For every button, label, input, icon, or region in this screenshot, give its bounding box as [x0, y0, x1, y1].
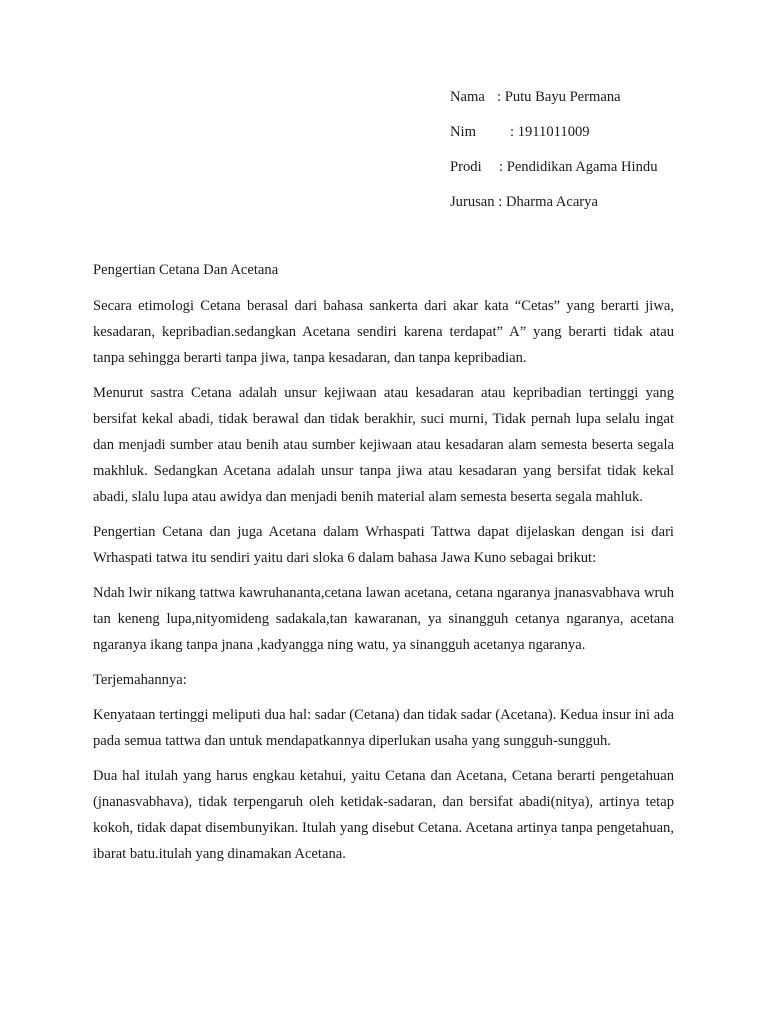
paragraph-sastra: Menurut sastra Cetana adalah unsur kejiwaan atau kesadaran atau kepribadian tertinggi yang bersifat kekal abadi, tidak berawal dan tidak berakhir, suci murni, Tidak pernah lupa selalu ingat dan menjadi sumber atau benih atau sumber kejiwaan atau kesadaran alam semesta beserta segala makhluk. Sedangkan Acetana adalah unsur tanpa jiwa atau kesadaran yang bersifat tidak kekal abadi, slalu lupa atau awidya dan menjadi benih material alam semesta beserta segala mahluk. — [93, 385, 674, 505]
info-prodi — [450, 154, 658, 189]
student-info — [450, 84, 658, 224]
info-nama — [450, 84, 658, 119]
info-prodi-label: Prodi — [450, 159, 482, 175]
document-body — [93, 257, 674, 876]
info-nim — [450, 119, 658, 154]
paragraph-terjemahan-label: Terjemahannya: — [93, 672, 187, 688]
paragraph-sloka: Ndah lwir nikang tattwa kawruhananta,cetana lawan acetana, cetana ngaranya jnanasvabhava wruh tan keneng lupa,nityomideng sadakala,tan kawaranan, ya sinangguh cetanya ngaranya, acetana ngaranya ikang tanpa jnana ,kadyangga ning watu, ya sinangguh acetanya ngaranya. — [93, 585, 674, 653]
paragraph-terjemahan-2: Dua hal itulah yang harus engkau ketahui, yaitu Cetana dan Acetana, Cetana berarti pengetahuan (jnanasvabhava), tidak terpengaruh oleh ketidak-sadaran, dan bersifat abadi(nitya), artinya tetap kokoh, tidak dapat disembunyikan. Itulah yang disebut Cetana. Acetana artinya tanpa pengetahuan, ibarat batu.itulah yang dinamakan Acetana. — [93, 768, 674, 862]
info-nama-value: : Putu Bayu Permana — [497, 89, 621, 105]
paragraph-terjemahan-1: Kenyataan tertinggi meliputi dua hal: sadar (Cetana) dan tidak sadar (Acetana). Kedua insur ini ada pada semua tattwa dan untuk mendapatkannya diperlukan usaha yang sungguh-sungguh. — [93, 707, 674, 749]
info-jurusan-value: : Dharma Acarya — [498, 194, 598, 210]
paragraph-etimologi: Secara etimologi Cetana berasal dari bahasa sankerta dari akar kata “Cetas” yang berarti jiwa, kesadaran, kepribadian.sedangkan Acetana sendiri karena terdapat” A” yang berarti tidak atau tanpa sehingga berarti tanpa jiwa, tanpa kesadaran, dan tanpa kepribadian. — [93, 298, 674, 366]
page-title: Pengertian Cetana Dan Acetana — [93, 262, 279, 278]
info-nim-label: Nim — [450, 124, 476, 140]
info-nama-label: Nama — [450, 89, 485, 105]
info-jurusan-label: Jurusan — [450, 194, 495, 210]
info-nim-value: : 1911011009 — [510, 124, 590, 140]
paragraph-wrhaspati: Pengertian Cetana dan juga Acetana dalam Wrhaspati Tattwa dapat dijelaskan dengan isi dari Wrhaspati tatwa itu sendiri yaitu dari sloka 6 dalam bahasa Jawa Kuno sebagai brikut: — [93, 524, 674, 566]
info-jurusan — [450, 189, 658, 224]
info-prodi-value: : Pendidikan Agama Hindu — [499, 159, 658, 175]
